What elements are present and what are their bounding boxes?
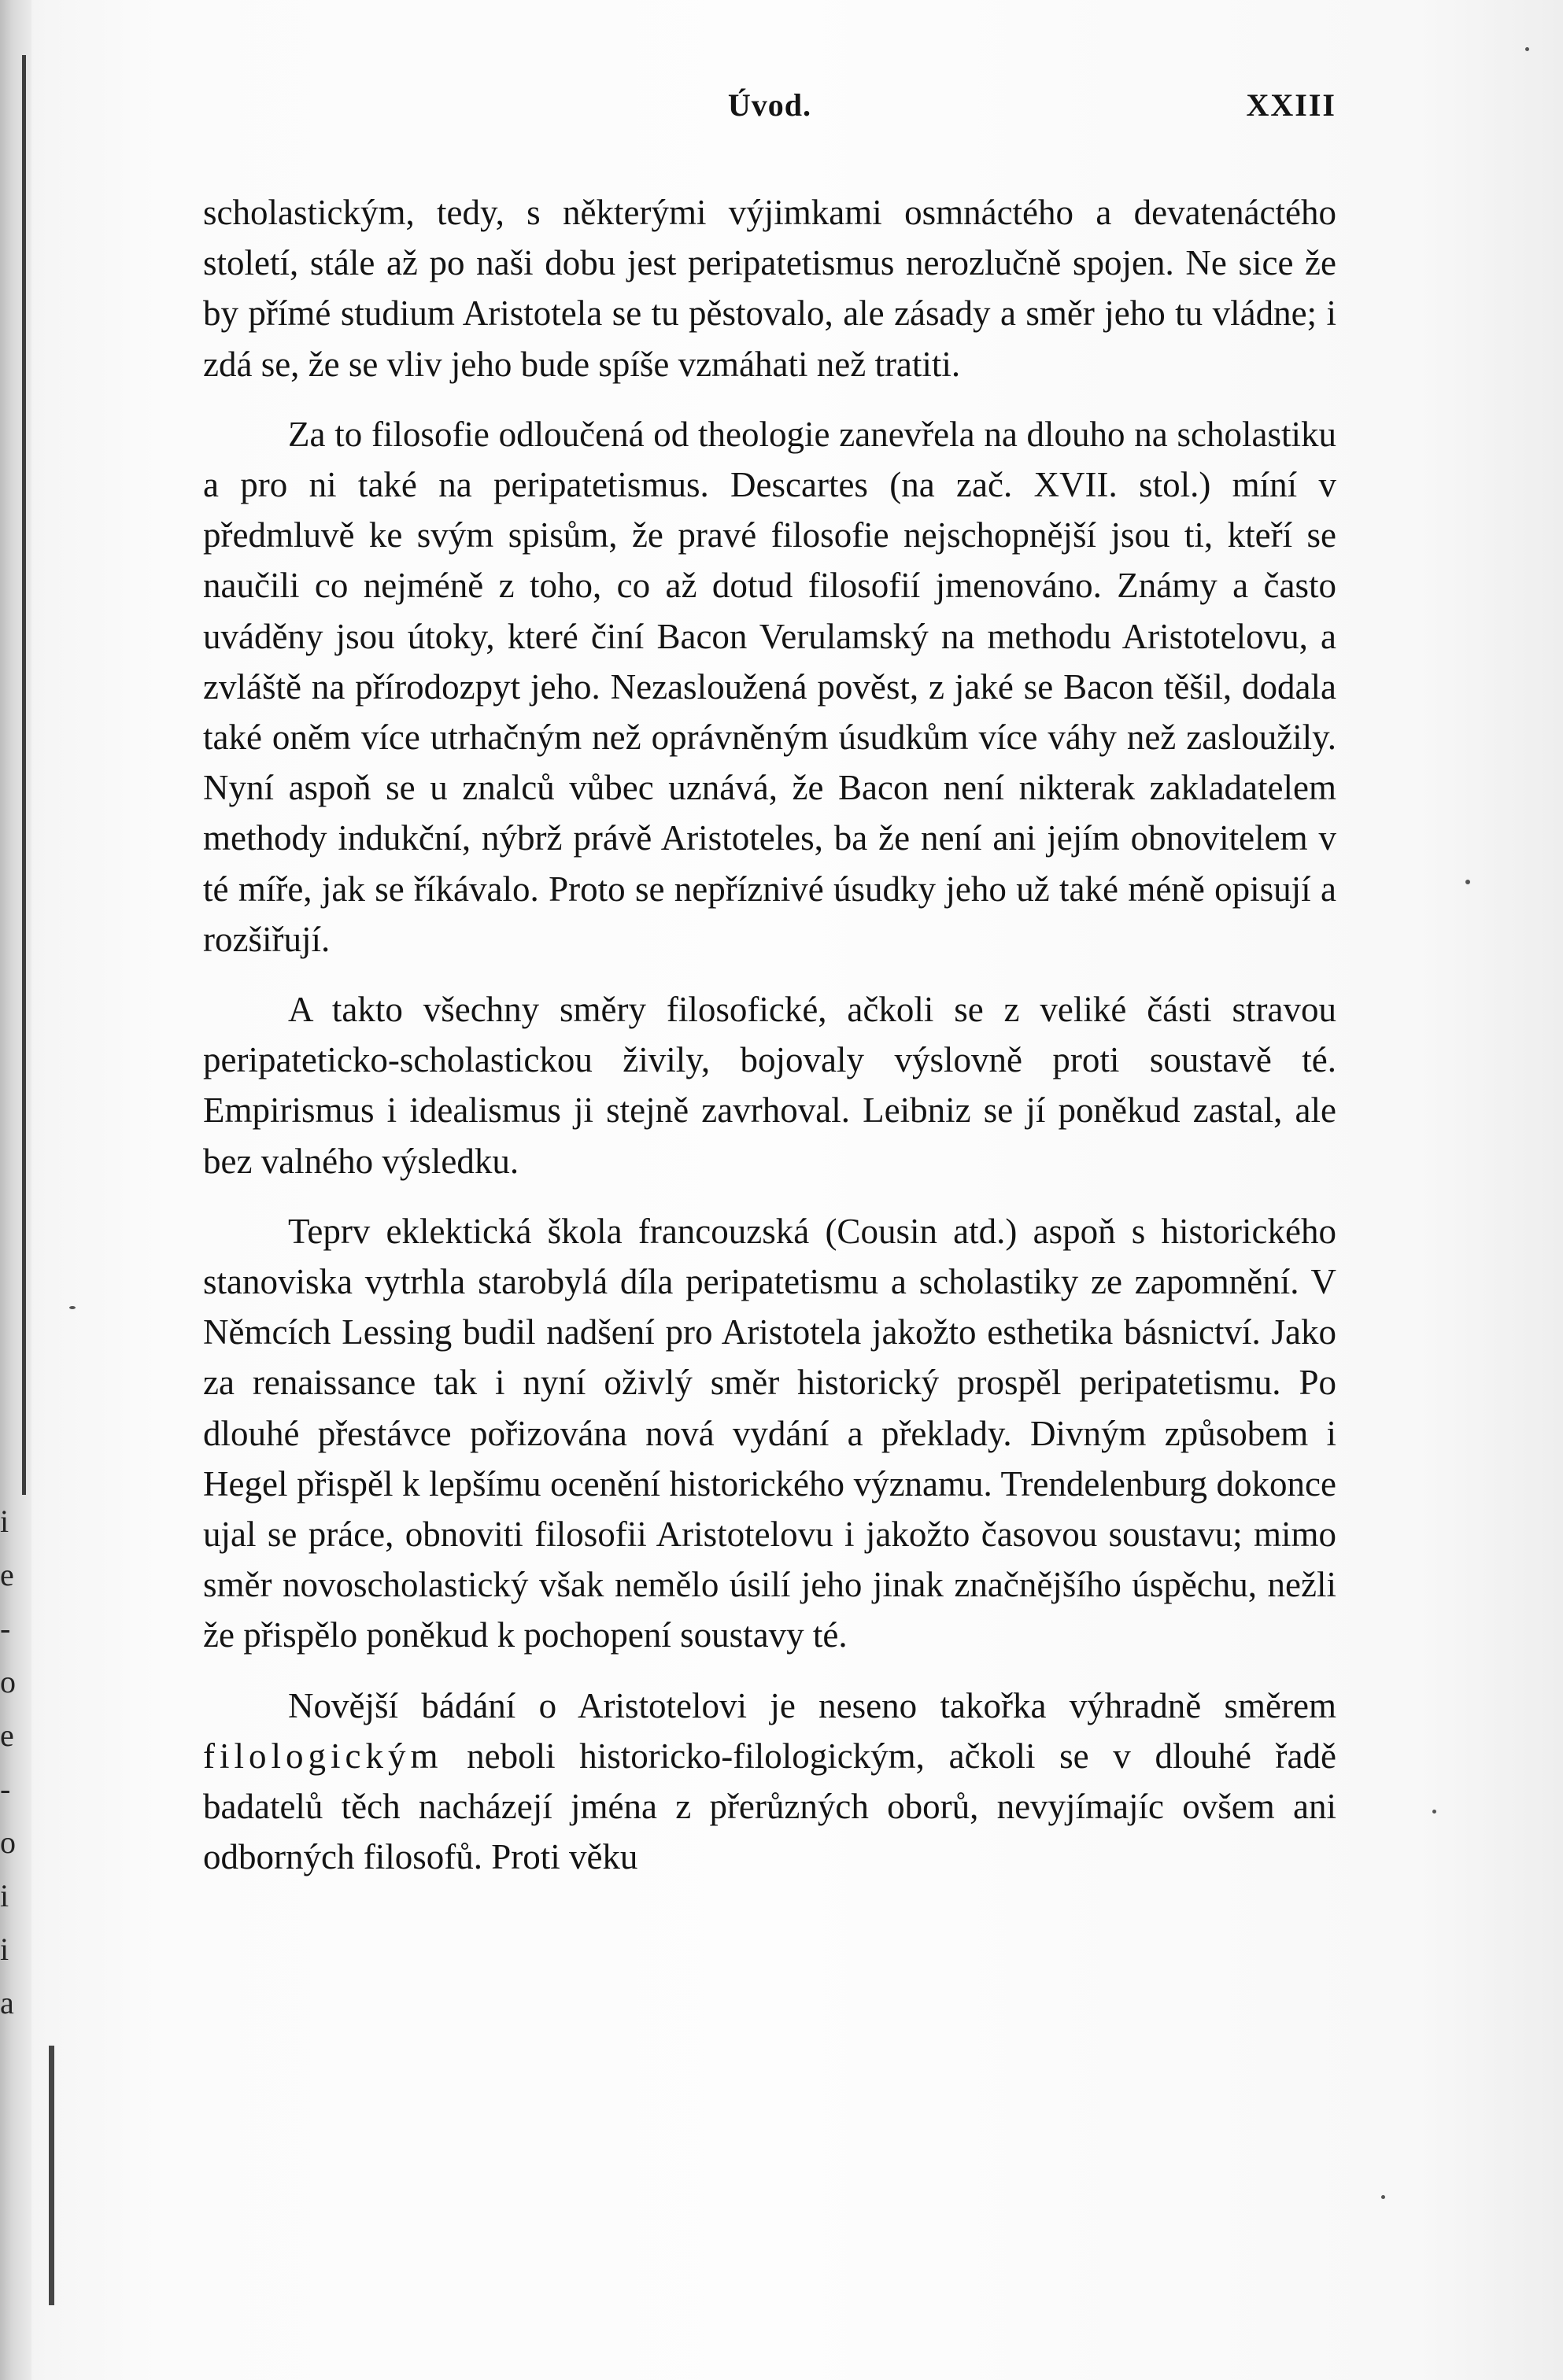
binding-shadow-line-lower bbox=[49, 2046, 54, 2305]
margin-glyph: o bbox=[0, 1664, 16, 1699]
emphasized-word: filologickým bbox=[203, 1736, 443, 1776]
scan-speck bbox=[1432, 1810, 1436, 1814]
paragraph bbox=[203, 1681, 1336, 1883]
paragraph-text: Novější bádání o Aristotelovi je neseno takořka výhradně směrem bbox=[288, 1685, 1336, 1725]
margin-glyph: a bbox=[0, 1985, 14, 2020]
margin-glyph: e bbox=[0, 1718, 14, 1753]
margin-glyph: i bbox=[0, 1504, 9, 1539]
paragraph: Za to filosofie odloučená od theologie zanevřela na dlouho na scholastiku a pro ni také na peripatetismus. Descartes (na zač. XVII. stol.) míní v předmluvě ke svým spisům, že pravé filosofie nejschopnější jsou ti, kteří se naučili co nejméně z toho, co až dotud filosofií jmenováno. Známy a často uváděny jsou útoky, které činí Bacon Verulamský na methodu Aristotelovu, a zvláště na přírodozpyt jeho. Nezasloužená pověst, z jaké se Bacon těšil, dodala také oněm více utrhačným než oprávněným úsudkům více váhy než zasloužily. Nyní aspoň se u znalců vůbec uznává, že Bacon není nikterak zakladatelem methody indukční, nýbrž právě Aristoteles, ba že není ani jejím obnovitelem v té míře, jak se říkávalo. Proto se nepříznivé úsudky jeho už také méně opisují a rozšiřují. bbox=[203, 414, 1336, 959]
page-number: XXIII bbox=[1246, 87, 1336, 123]
scan-speck bbox=[69, 1306, 76, 1309]
margin-glyph: - bbox=[0, 1771, 11, 1806]
chapter-title: Úvod. bbox=[727, 87, 812, 123]
paragraph: scholastickým, tedy, s některými výjimkami osmnáctého a devatenáctého století, stále až po naši dobu jest peripatetismus nerozlučně spojen. Ne sice že by přímé studium Aristotela se tu pěstovalo, ale zásady a směr jeho tu vládne; i zdá se, že se vliv jeho bude spíše vzmáhati než tratiti. bbox=[203, 193, 1336, 384]
scan-speck bbox=[1525, 47, 1529, 51]
paragraph-text: neboli historicko-filologickým, ačkoli se v dlouhé řadě badatelů těch nacházejí jména z přerůzných oborů, nevyjímajíc ovšem ani odborných filosofů. Proti věku bbox=[203, 1736, 1336, 1877]
body-text bbox=[203, 187, 1336, 1902]
paragraph: A takto všechny směry filosofické, ačkoli se z veliké části stravou peripateticko-scholastickou živily, bojovaly výslovně proti soustavě té. Empirismus i idealismus ji stejně zavrhoval. Leibniz se jí poněkud zastal, ale bez valného výsledku. bbox=[203, 990, 1336, 1181]
binding-shadow-line bbox=[22, 55, 26, 1495]
margin-glyph: e bbox=[0, 1557, 14, 1592]
margin-glyph: i bbox=[0, 1932, 9, 1967]
scan-speck bbox=[1381, 2195, 1385, 2199]
margin-glyph: - bbox=[0, 1611, 11, 1646]
running-header bbox=[203, 87, 1336, 142]
adjacent-page-margin-glyphs bbox=[0, 1495, 16, 2030]
paragraph: Teprv eklektická škola francouzská (Cousin atd.) aspoň s historického stanoviska vytrhla starobylá díla peripatetismu a scholastiky ze zapomnění. V Němcích Lessing budil nadšení pro Aristotela jakožto esthetika básnictví. Jako za renaissance tak i nyní oživlý směr historický prospěl peripatetismu. Po dlouhé přestávce pořizována nová vydání a překlady. Divným způsobem i Hegel přispěl k lepšímu ocenění historického významu. Trendelenburg dokonce ujal se práce, obnoviti filosofii Aristotelovu i jakožto časovou soustavu; mimo směr novoscholastický však nemělo úsilí jeho jinak značnějšího úspěchu, nežli že přispělo poněkud k pochopení soustavy té. bbox=[203, 1211, 1336, 1655]
scan-speck bbox=[1465, 880, 1470, 884]
margin-glyph: i bbox=[0, 1878, 9, 1913]
margin-glyph: o bbox=[0, 1825, 16, 1860]
